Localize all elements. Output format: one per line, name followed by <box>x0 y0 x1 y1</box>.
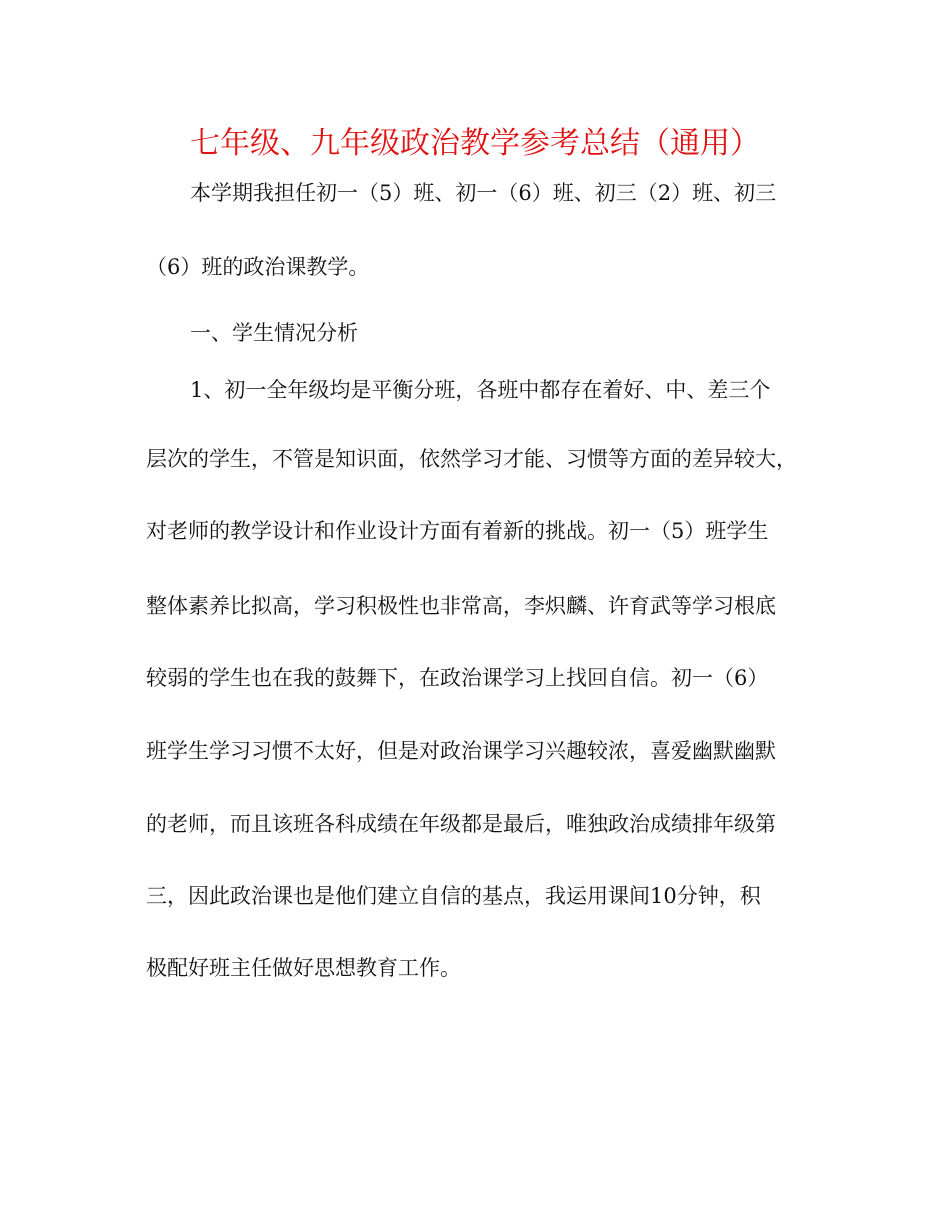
paragraph-line: 班学生学习习惯不太好，但是对政治课学习兴趣较浓，喜爱幽默幽默 <box>146 739 776 763</box>
document-title: 七年级、九年级政治教学参考总结（通用） <box>190 126 760 161</box>
paragraph-line: 的老师，而且该班各科成绩在年级都是最后，唯独政治成绩排年级第 <box>146 812 776 836</box>
paragraph-line: 较弱的学生也在我的鼓舞下，在政治课学习上找回自信。初一（6） <box>146 666 769 690</box>
paragraph-line: 1、初一全年级均是平衡分班，各班中都存在着好、中、差三个 <box>190 378 771 402</box>
paragraph-line: 对老师的教学设计和作业设计方面有着新的挑战。初一（5）班学生 <box>146 519 769 543</box>
paragraph-line: 极配好班主任做好思想教育工作。 <box>146 956 461 980</box>
paragraph-line: 整体素养比拟高，学习积极性也非常高，李炽麟、许育武等学习根底 <box>146 594 776 618</box>
paragraph-line: 三，因此政治课也是他们建立自信的基点，我运用课间10分钟，积 <box>146 884 761 908</box>
section-heading: 一、学生情况分析 <box>190 321 358 345</box>
paragraph-line: 层次的学生，不管是知识面，依然学习才能、习惯等方面的差异较大， <box>146 447 797 471</box>
paragraph-line: （6）班的政治课教学。 <box>146 255 370 279</box>
paragraph-line: 本学期我担任初一（5）班、初一（6）班、初三（2）班、初三 <box>190 181 777 205</box>
